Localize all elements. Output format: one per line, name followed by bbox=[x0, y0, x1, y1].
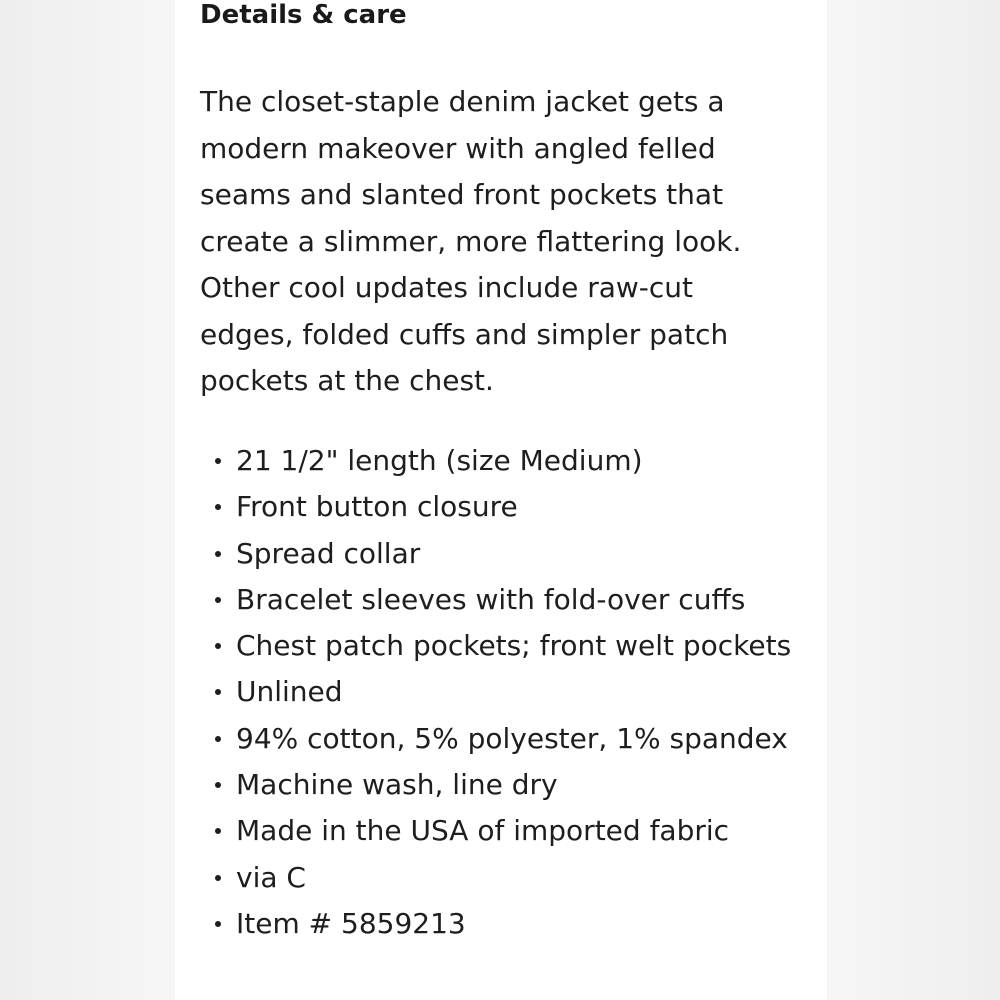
bullet-dot-icon bbox=[215, 736, 221, 742]
list-item bbox=[191, 623, 811, 669]
bullet-dot-icon bbox=[215, 828, 221, 834]
list-item-text: Bracelet sleeves with fold-over cuffs bbox=[236, 582, 746, 616]
bullet-dot-icon bbox=[215, 643, 221, 649]
bullet-dot-icon bbox=[215, 689, 221, 695]
list-item bbox=[191, 762, 811, 808]
details-care-heading: Details & care bbox=[200, 0, 407, 30]
bullet-dot-icon bbox=[215, 504, 221, 510]
left-margin bbox=[0, 0, 175, 1000]
bullet-dot-icon bbox=[215, 551, 221, 557]
list-item-text: Front button closure bbox=[236, 490, 518, 524]
list-item bbox=[191, 484, 811, 530]
list-item bbox=[191, 855, 811, 901]
list-item bbox=[191, 808, 811, 854]
details-list bbox=[191, 438, 811, 947]
list-item-text: Chest patch pockets; front welt pockets bbox=[236, 629, 792, 663]
list-item bbox=[191, 716, 811, 762]
list-item-text: Unlined bbox=[236, 675, 343, 709]
list-item bbox=[191, 901, 811, 947]
bullet-dot-icon bbox=[215, 921, 221, 927]
bullet-dot-icon bbox=[215, 597, 221, 603]
list-item-text: 94% cotton, 5% polyester, 1% spandex bbox=[236, 721, 788, 755]
list-item-text: Spread collar bbox=[236, 536, 421, 570]
bullet-dot-icon bbox=[215, 782, 221, 788]
bullet-dot-icon bbox=[215, 875, 221, 881]
bullet-dot-icon bbox=[215, 458, 221, 464]
list-item-text: via C bbox=[236, 860, 306, 894]
list-item-text: Machine wash, line dry bbox=[236, 768, 558, 802]
list-item-text: 21 1/2" length (size Medium) bbox=[236, 444, 643, 477]
details-care-panel bbox=[175, 0, 827, 1000]
product-description: The closet-staple denim jacket gets a modern makeover with angled felled seams and slanted front pockets that create a slimmer, more flattering look. Other cool updates include raw-cut edges, folded cuffs and simpler patch pockets at the chest. bbox=[200, 85, 742, 397]
list-item bbox=[191, 531, 811, 577]
list-item bbox=[191, 669, 811, 715]
right-margin bbox=[825, 0, 1000, 1000]
list-item bbox=[191, 438, 811, 484]
list-item-text: Item # 5859213 bbox=[236, 906, 466, 940]
list-item bbox=[191, 577, 811, 623]
list-item-text: Made in the USA of imported fabric bbox=[236, 814, 730, 848]
